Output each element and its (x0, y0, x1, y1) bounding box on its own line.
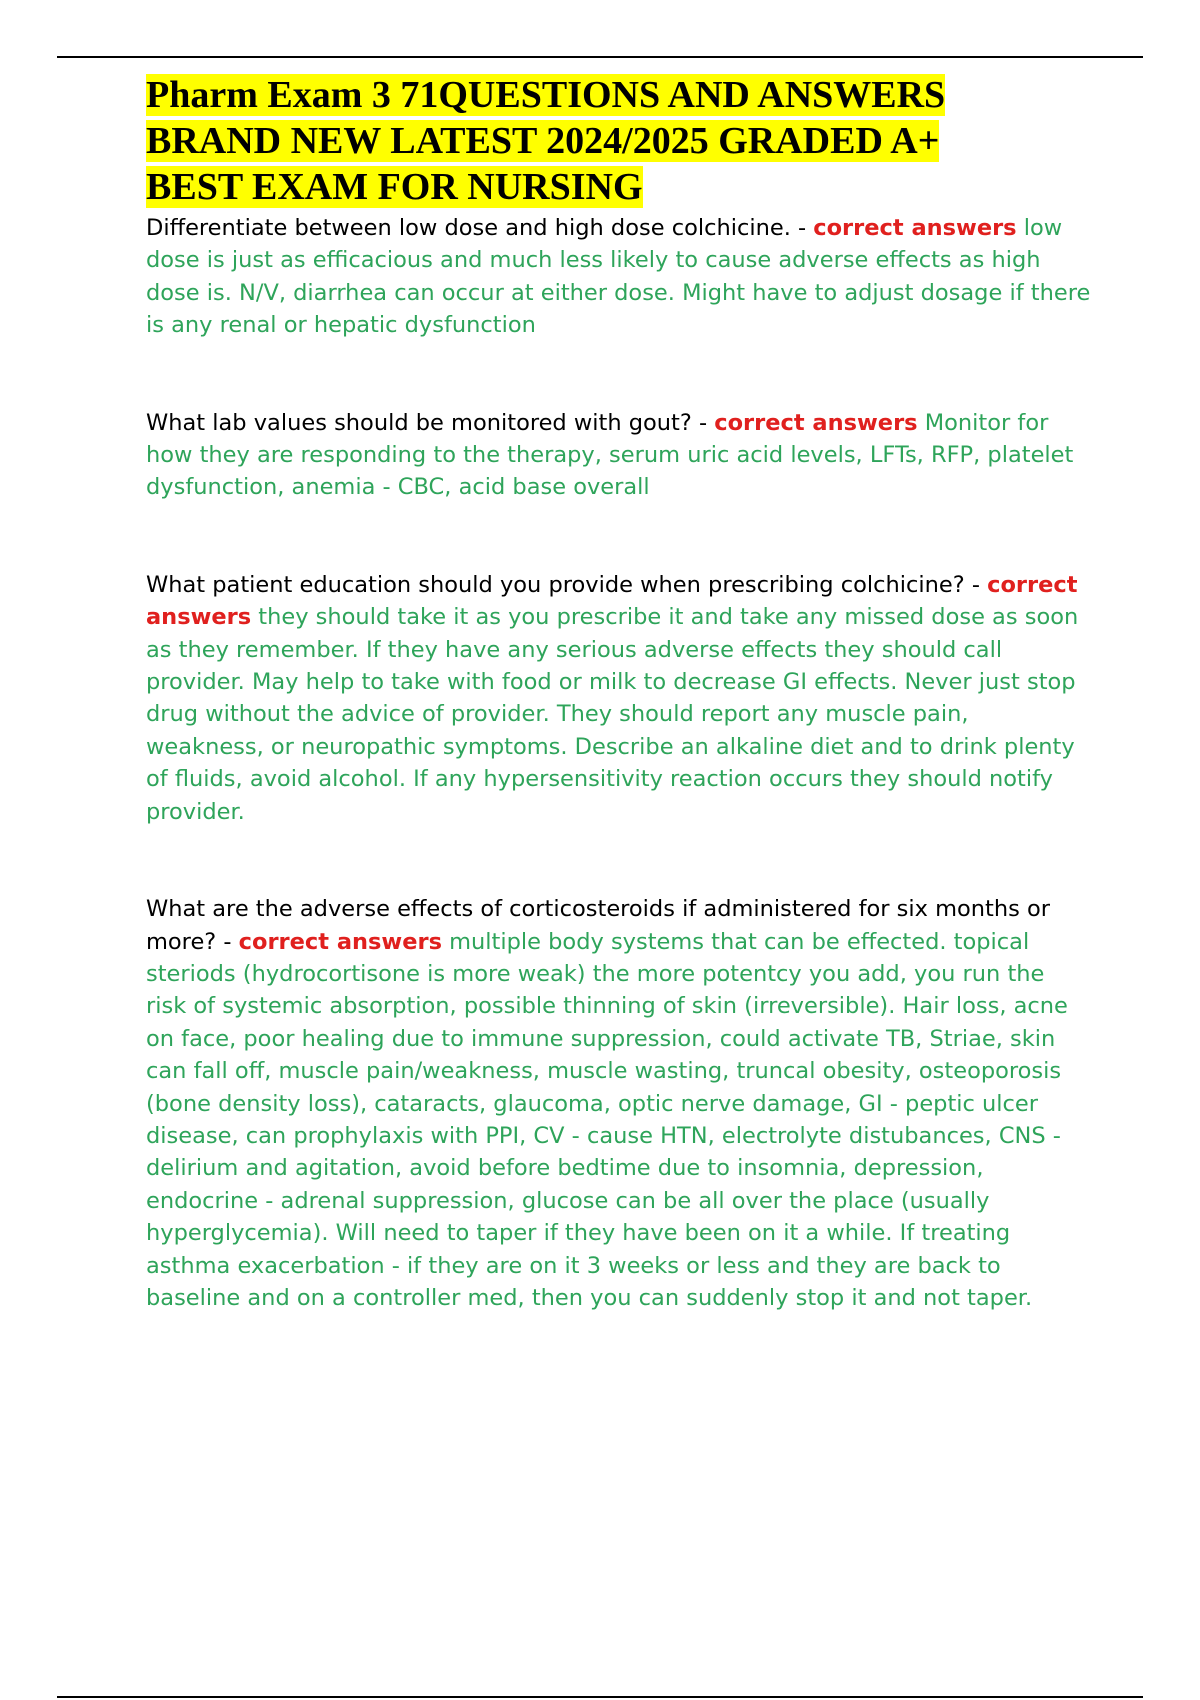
correct-answers-label: correct answers (714, 409, 918, 436)
bottom-rule (57, 1696, 1143, 1698)
title-line-2: BRAND NEW LATEST 2024/2025 GRADED A+ (146, 120, 940, 162)
qa-item (146, 407, 1091, 504)
qa-item (146, 569, 1091, 828)
correct-answers-label: correct answers (146, 571, 1078, 631)
question-text: What lab values should be monitored with gout? - (146, 409, 715, 436)
qa-item (146, 212, 1091, 342)
document-title (146, 72, 1091, 210)
title-line-3: BEST EXAM FOR NURSING (146, 166, 643, 208)
correct-answers-label: correct answers (813, 215, 1017, 241)
top-rule (57, 56, 1143, 58)
document-body (146, 72, 1091, 1314)
qa-item (146, 893, 1091, 1314)
correct-answers-label: correct answers (238, 928, 442, 955)
title-line-1: Pharm Exam 3 71QUESTIONS AND ANSWERS (146, 74, 946, 116)
question-text: What patient education should you provide when prescribing colchicine? - (146, 571, 988, 598)
question-text: Differentiate between low dose and high dose colchicine. - (146, 215, 814, 241)
answer-text: low dose is just as efficacious and much less likely to cause adverse effects as high dose is. N/V, diarrhea can occur at either dose. Might have to adjust dosage if there is any renal or hepatic dysfunction (146, 215, 1091, 339)
answer-text: they should take it as you prescribe it and take any missed dose as soon as they remember. If they have any serious adverse effects they should call provider. May help to take with food or milk to decrease GI effects. Never just stop drug without the advice of provider. They should report any muscle pain, weakness, or neuropathic symptoms. Describe an alkaline diet and to drink plenty of fluids, avoid alcohol. If any hypersensitivity reaction occurs they should notify provider. (146, 604, 1079, 825)
question-text: What are the adverse effects of corticosteroids if administered for six months or more? - (146, 896, 1051, 955)
answer-text: Monitor for how they are responding to the therapy, serum uric acid levels, LFTs, RFP, platelet dysfunction, anemia - CBC, acid base overall (146, 409, 1074, 501)
answer-text: multiple body systems that can be effected. topical steriods (hydrocortisone is more weak) the more potentcy you add, you run the risk of systemic absorption, possible thinning of skin (irreversible). Hair loss, acne on face, poor healing due to immune suppression, could activate TB, Striae, skin can fall off, muscle pain/weakness, muscle wasting, truncal obesity, osteoporosis (bone density loss), cataracts, glaucoma, optic nerve damage, GI - peptic ulcer disease, can prophylaxis with PPI, CV - cause HTN, electrolyte distubances, CNS - delirium and agitation, avoid before bedtime due to insomnia, depression, endocrine - adrenal suppression, glucose can be all over the place (usually hyperglycemia). Will need to taper if they have been on it a while. If treating asthma exacerbation - if they are on it 3 weeks or less and they are back to baseline and on a controller med, then you can suddenly stop it and not taper. (146, 928, 1068, 1311)
